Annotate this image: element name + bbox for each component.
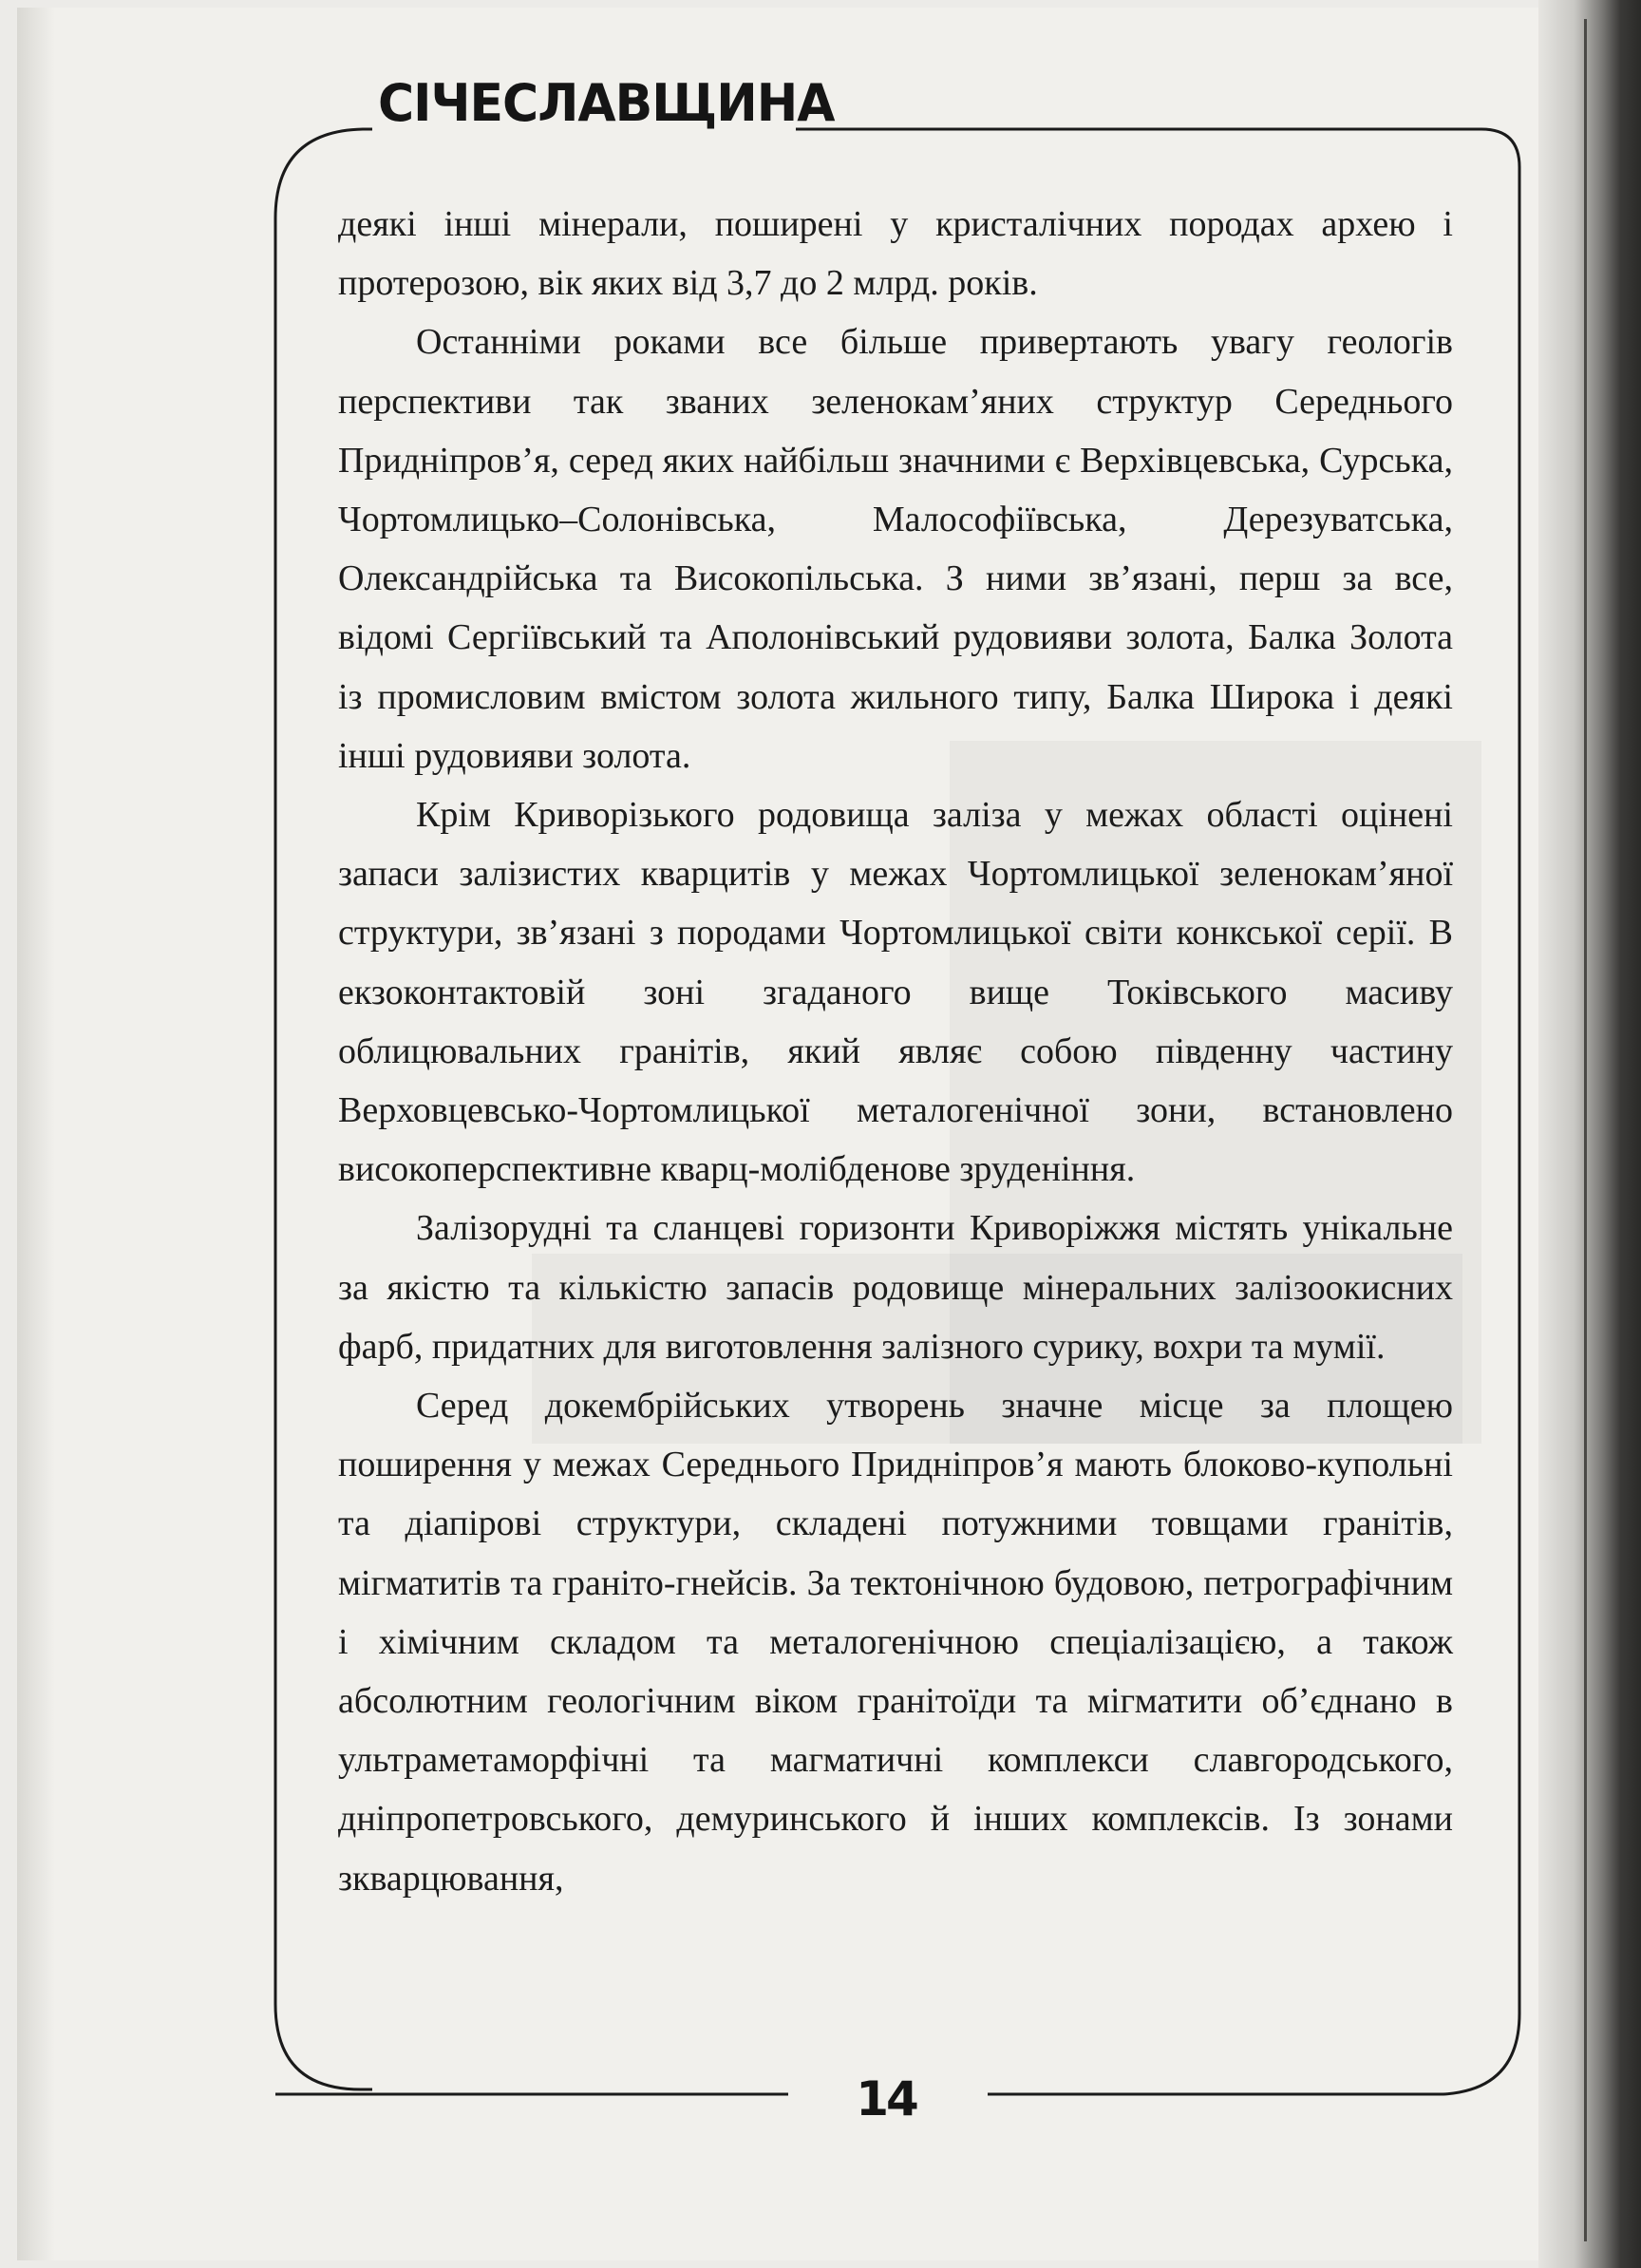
page-number: 14: [856, 2071, 916, 2126]
paragraph: Крім Криворізького родовища заліза у межах області оцінені запаси залізистих кварцитів у межах Чортомлицької зеленокам’яної структури, зв’язані з породами Чортомлицької світи конкської серії. В екзоконтактовій зоні згаданого вище Токівського масиву облицювальних гранітів, який являє собою південну частину Верховцевсько-Чортомлицької металогенічної зони, встановлено високоперспективне кварц-молібденове зруденіння.: [338, 795, 1453, 1190]
paragraph: Останніми роками все більше привертають увагу геологів перспективи так званих зеленокам’яних структур Середнього Придніпров’я, серед яких найбільш значними є Верхівцевська, Сурська, Чортомлицько–Солонівська, Малософіївська, Дерезуватська, Олександрійська та Високопільська. З ними зв’язані, перш за все, відомі Сергіївський та Аполонівський рудовияви золота, Балка Золота із промисловим вмістом золота жильного типу, Балка Широка і деякі інші рудовияви золота.: [338, 322, 1453, 776]
body-text: [338, 195, 1453, 1908]
paragraph: Залізорудні та сланцеві горизонти Криворіжжя містять унікальне за якістю та кількістю запасів родовище мінеральних залізоокисних фарб, придатних для виготовлення залізного сурику, вохри та мумії.: [338, 1208, 1453, 1367]
paragraph: деякі інші мінерали, поширені у кристалічних породах архею і протерозою, вік яких від 3,7 до 2 млрд. років.: [338, 204, 1453, 304]
header-logo: СІЧЕСЛАВЩИНА: [378, 73, 835, 134]
paragraph: Серед докембрійських утворень значне місце за площею поширення у межах Середнього Придніпров’я мають блоково-купольні та діапірові структури, складені потужними товщами гранітів, мігматитів та граніто-гнейсів. За тектонічною будовою, петрографічним і хімічним складом та металогенічною спеціалізацією, а також абсолютним геологічним віком гранітоїди та мігматити об’єднано в ультраметаморфічні та магматичні комплекси славгородського, дніпропетровського, демуринського й інших комплексів. Із зонами зкварцювання,: [338, 1386, 1453, 1899]
